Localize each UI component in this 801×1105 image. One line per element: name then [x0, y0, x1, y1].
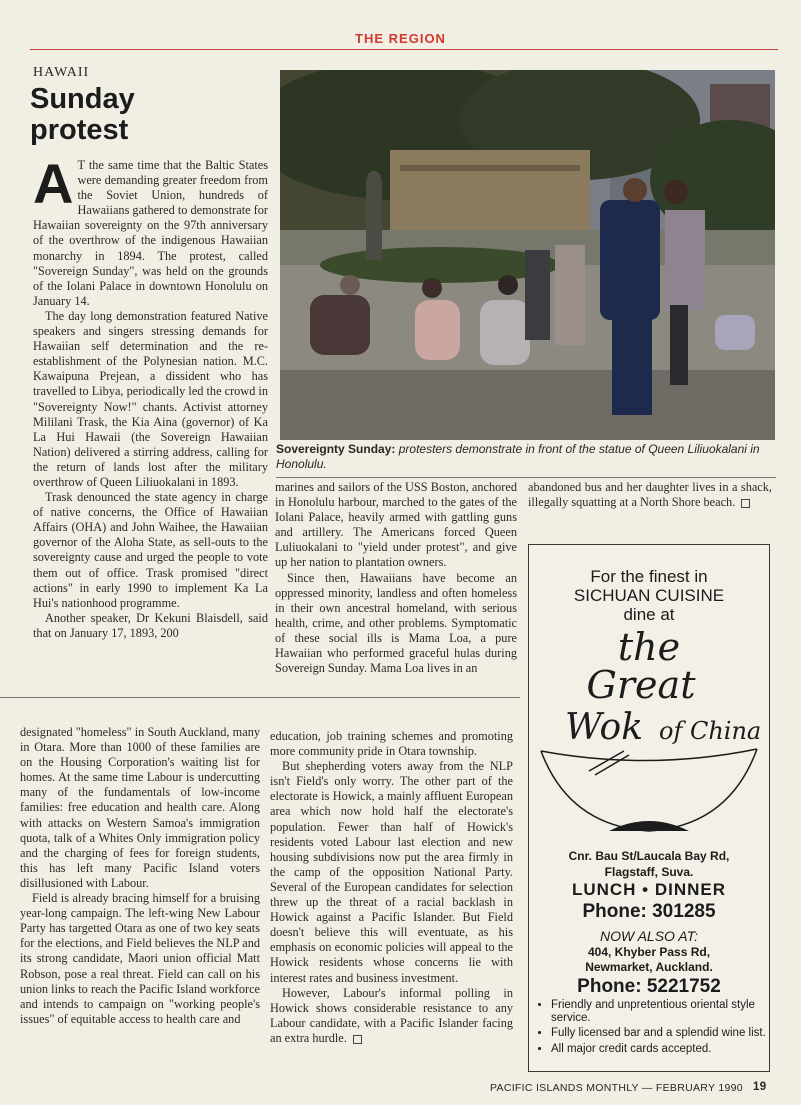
ad-address-1: Cnr. Bau St/Laucala Bay Rd, — [568, 849, 730, 863]
ad-line-2: SICHUAN CUISINE — [573, 586, 725, 605]
paragraph: Trask denounced the state agency in charge of native concerns, the Office of Hawaiian Affairs (OHA) and John Waihee, the Hawaiian governor of the Aloha State, as sell-outs to the sovereignty cause and urged the people to vote them out of office. Trask promised "direct actions" in early 1990 to implement Ka La Hui's nationhood programme. — [33, 490, 268, 610]
caption-bold: Sovereignty Sunday: — [276, 442, 396, 456]
article-kicker: HAWAII — [33, 65, 90, 80]
story-divider — [0, 697, 520, 698]
ad-address-2: Flagstaff, Suva. — [604, 865, 694, 879]
ad-address-3: 404, Khyber Pass Rd, — [587, 945, 711, 959]
article-headline — [30, 84, 135, 146]
paragraph: Since then, Hawaiians have become an oppressed minority, landless and often homeless in their own ancestral homeland, with serious health, crime, and other problems. Symptomatic of these social ills is Mama Loa, a pure Hawaiian who performed graceful hulas during Sovereign Sunday. Mama Loa lives in an — [275, 570, 517, 676]
ad-feature-item: • Friendly and unpretentious oriental style service. — [551, 999, 773, 1024]
caption-rule — [276, 477, 776, 478]
paragraph: marines and sailors of the USS Boston, anchored in Honolulu harbour, marched to the gates of the Iolani Palace, heavily armed with gattling guns and artillery. The Americans forced Queen Luliuokalani to "yield under protest", and give up her nation to plantation owners. — [275, 480, 517, 570]
paragraph: Another speaker, Dr Kekuni Blaisdell, said that on January 17, 1893, 200 — [33, 610, 268, 640]
end-mark-icon — [741, 499, 750, 508]
headline-line-1: Sunday — [30, 83, 135, 115]
ad-address-4: Newmarket, Auckland. — [585, 960, 713, 974]
article-column-3 — [528, 480, 772, 510]
page-number: 19 — [753, 1081, 767, 1093]
ad-feature-item: • All major credit cards accepted. — [551, 1043, 773, 1056]
wok-icon — [529, 741, 769, 841]
logo-of-china: of China — [659, 717, 762, 745]
headline-line-2: protest — [30, 114, 129, 146]
logo-great: Great — [586, 663, 696, 707]
paragraph: Field is already bracing himself for a bruising year-long campaign. The left-wing New Labour Party has targetted Otara as one of two key seats for the elections, and Field believes the NLP and its strong candidate, Maori union official Matt Robson, pose a real threat. Field can call on his union links to reach the Pacific Island workforce and intends to campaign on "working people's issues" of equitable access to health care and — [20, 891, 260, 1026]
paragraph: But shepherding voters away from the NLP isn't Field's only worry. The other part of the electorate is Howick, a mainly affluent European area which now hold half the electorate's population. Fewer than half of Howick's residents voted Labour last election and new housing subdivisions now put the area firmly in the camp of the opposition National Party. Several of the European candidates for selection threw up the threat of a racial backlash in Howick against a Pacific Islander. But Field doesn't believe this will eventuate, as his emphasis on economic policies will appeal to the Howick residents whose concerns lie with interest rates and business investment. — [270, 759, 513, 985]
paragraph: abandoned bus and her daughter lives in a shack, illegally squatting at a North Shore beach. — [528, 480, 772, 510]
ad-meals: LUNCH • DINNER — [571, 880, 727, 899]
ad-feature-item: • Fully licensed bar and a splendid wine list. — [551, 1027, 773, 1040]
ad-features — [539, 999, 773, 1055]
paragraph: A T the same time that the Baltic States were demanding greater freedom from the Soviet Union, hundreds of Hawaiians gathered to demonstrate for Hawaiian sovereignty on the 97th anniversary of the overthrow of the indigenous Hawaiian monarchy in 1894. The protest, called "Sovereign Sunday", was held on the grounds of the Iolani Palace in downtown Honolulu on January 14. — [33, 152, 268, 308]
photo-image — [280, 70, 775, 440]
ad-line-1: For the finest in — [590, 567, 708, 586]
article-column-2 — [275, 480, 517, 676]
logo-the: the — [617, 625, 681, 669]
drop-cap: A — [33, 152, 74, 215]
ad-line-3: dine at — [623, 605, 675, 624]
caption-text: protesters demonstrate in front of the statue of Queen Liliuokalani in Honolulu. — [276, 442, 760, 471]
photo-caption — [276, 442, 776, 472]
logo-wok: Wok — [565, 707, 644, 748]
section-header: THE REGION — [355, 31, 446, 46]
protest-photo — [280, 70, 775, 440]
article-column-1 — [33, 152, 268, 641]
lower-column-1 — [20, 725, 260, 1027]
paragraph: education, job training schemes and promoting more community pride in Otara township. — [270, 729, 513, 759]
ad-now-also: NOW ALSO AT: — [599, 928, 698, 944]
ad-phone-2: Phone: 5221752 — [577, 976, 721, 997]
footer-publication: PACIFIC ISLANDS MONTHLY — FEBRUARY 1990 — [490, 1082, 743, 1094]
paragraph: designated "homeless" in South Auckland, many in Otara. More than 1000 of these families are on the Housing Corporation's waiting list for homes. At the same time Labour is undercutting many of the fundamentals of low-income families: free education and health care. Along with attacks on Western Samoa's immigration quota, talk of a Whites Only immigration policy and the charging of fees for foreign students, this has left many Pacific Island voters disillusioned with Labour. — [20, 725, 260, 890]
end-mark-icon — [353, 1035, 362, 1044]
header-divider — [30, 49, 778, 50]
restaurant-advertisement — [528, 544, 770, 1072]
paragraph: The day long demonstration featured Native speakers and singers stressing demands for Hawaiian self determination and the re-establishment of the Polynesian nation. M.C. Kawaipuna Prejean, a dissident who has travelled to Libya, periodically led the crowd in "Sovereignty Now!" chants. Activist attorney Mililani Trask, the Kia Aina (governor) of Ka La Hui Hawaii (the Sovereign Hawaiian Nation) delivered a stirring address, calling for the return of lands lost after the military overthrow of Queen Liliuokalani in 1893. — [33, 308, 268, 489]
ad-phone-1: Phone: 301285 — [582, 901, 716, 922]
paragraph: However, Labour's informal polling in Howick shows considerable resistance to any Labour candidate, with a Pacific Islander facing an extra hurdle. — [270, 985, 513, 1045]
lower-column-2 — [270, 729, 513, 1046]
